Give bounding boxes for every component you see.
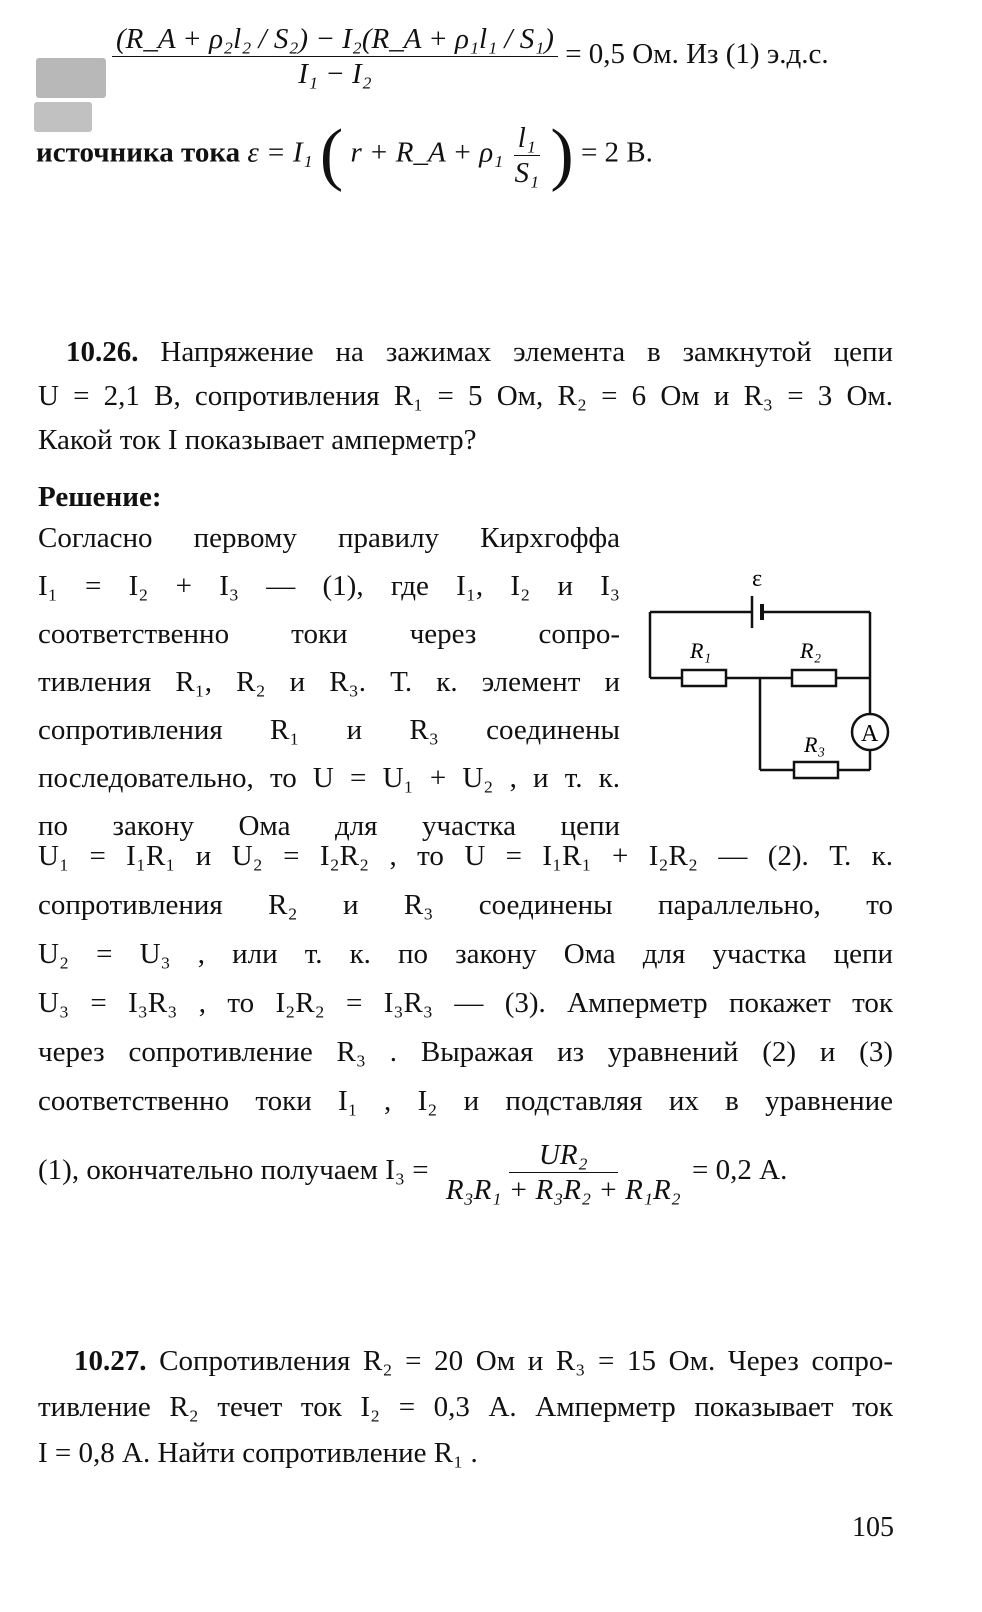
page-number: 105 [852, 1512, 894, 1543]
solution-column [38, 514, 620, 850]
emf-prefix: источника тока [36, 136, 241, 169]
circuit-diagram [640, 560, 900, 790]
emf-fraction [511, 121, 544, 190]
solution-line: U₁ = I₁R₁ и U₂ = I₂R₂ , то U = I₁R₁ + I₂R₂ — (2). Т. к. [38, 840, 893, 872]
problem-10-27-line3: I = 0,8 А. Найти сопротивление R₁ . [38, 1437, 478, 1469]
problem-10-26-line1 [38, 330, 893, 374]
problem-10-27-line2: тивление R₂ течет ток I₂ = 0,3 А. Амперметр показывает ток [38, 1391, 893, 1423]
problem-10-27-statement [38, 1338, 893, 1476]
top-formula-line1 [112, 22, 829, 91]
label-ammeter: A [861, 721, 879, 747]
emf-line [36, 116, 653, 193]
emf-frac-den: S₁ [514, 156, 540, 189]
top-fraction [112, 22, 558, 91]
resistor-r3 [794, 762, 838, 778]
scan-smudge [36, 58, 106, 98]
final-formula-line [38, 1138, 787, 1207]
top-fraction-numerator: (R_A + ρ₂l₂ / S₂) − I₂(R_A + ρ₁l₁ / S₁) [112, 22, 558, 57]
problem-number: 10.26. [66, 336, 139, 368]
solution-line: соответственно токи I₁ , I₂ и подставляя их в уравнение [38, 1085, 893, 1117]
resistor-r2 [792, 670, 836, 686]
label-emf: ε [752, 566, 763, 592]
emf-frac-num: l₁ [514, 121, 540, 156]
label-r1: R₁ [690, 638, 712, 663]
emf-result: = 2 В. [580, 136, 653, 169]
problem-number: 10.27. [74, 1345, 147, 1377]
solution-line: сопротивления R₁ и R₃ соединены [38, 714, 620, 746]
final-frac-den: R₃R₁ + R₃R₂ + R₁R₂ [445, 1174, 681, 1206]
solution-line: тивления R₁, R₂ и R₃. Т. к. элемент и [38, 666, 620, 698]
problem-text: Напряжение на зажимах элемента в замкнутой цепи [160, 336, 893, 368]
label-r3: R₃ [804, 732, 826, 757]
problem-10-27-line1 [38, 1338, 893, 1384]
problem-10-26-statement [38, 330, 893, 462]
solution-line: сопротивления R₂ и R₃ соединены параллельно, то [38, 889, 893, 921]
solution-label: Решение: [38, 481, 162, 513]
paren-open: ( [319, 116, 344, 193]
top-formula-result: = 0,5 Ом. Из (1) э.д.с. [565, 38, 829, 71]
label-r2: R₂ [800, 638, 822, 663]
solution-line: по закону Ома для участка цепи [38, 810, 620, 842]
final-formula-prefix: (1), окончательно получаем I₃ = [38, 1154, 429, 1187]
final-result: = 0,2 А. [692, 1154, 788, 1187]
paren-close: ) [550, 116, 574, 193]
problem-10-26-line3: Какой ток I показывает амперметр? [38, 424, 477, 456]
problem-10-26-line2: U = 2,1 В, сопротивления R₁ = 5 Ом, R₂ = 6 Ом и R₃ = 3 Ом. [38, 380, 893, 412]
solution-line: через сопротивление R₃ . Выражая из уравнений (2) и (3) [38, 1036, 893, 1068]
final-fraction [442, 1138, 685, 1207]
final-frac-num: UR₂ [509, 1138, 618, 1173]
solution-line: Согласно первому правилу Кирхгоффа [38, 522, 620, 554]
resistor-r1 [682, 670, 726, 686]
problem-text: Сопротивления R₂ = 20 Ом и R₃ = 15 Ом. Через сопро- [159, 1345, 893, 1377]
solution-line: U₃ = I₃R₃ , то I₂R₂ = I₃R₃ — (3). Амперметр покажет ток [38, 987, 893, 1019]
solution-continued [38, 832, 893, 1126]
solution-line: I₁ = I₂ + I₃ — (1), где I₁, I₂ и I₃ [38, 570, 620, 602]
emf-formula-inner: r + R_A + ρ₁ [350, 136, 504, 169]
solution-line: U₂ = U₃ , или т. к. по закону Ома для участка цепи [38, 938, 893, 970]
top-fraction-denominator: I₁ − I₂ [298, 58, 372, 90]
solution-line: соответственно токи через сопро- [38, 618, 620, 650]
emf-formula-left: ε = I₁ [247, 136, 313, 169]
solution-line: последовательно, то U = U₁ + U₂ , и т. к. [38, 762, 620, 794]
